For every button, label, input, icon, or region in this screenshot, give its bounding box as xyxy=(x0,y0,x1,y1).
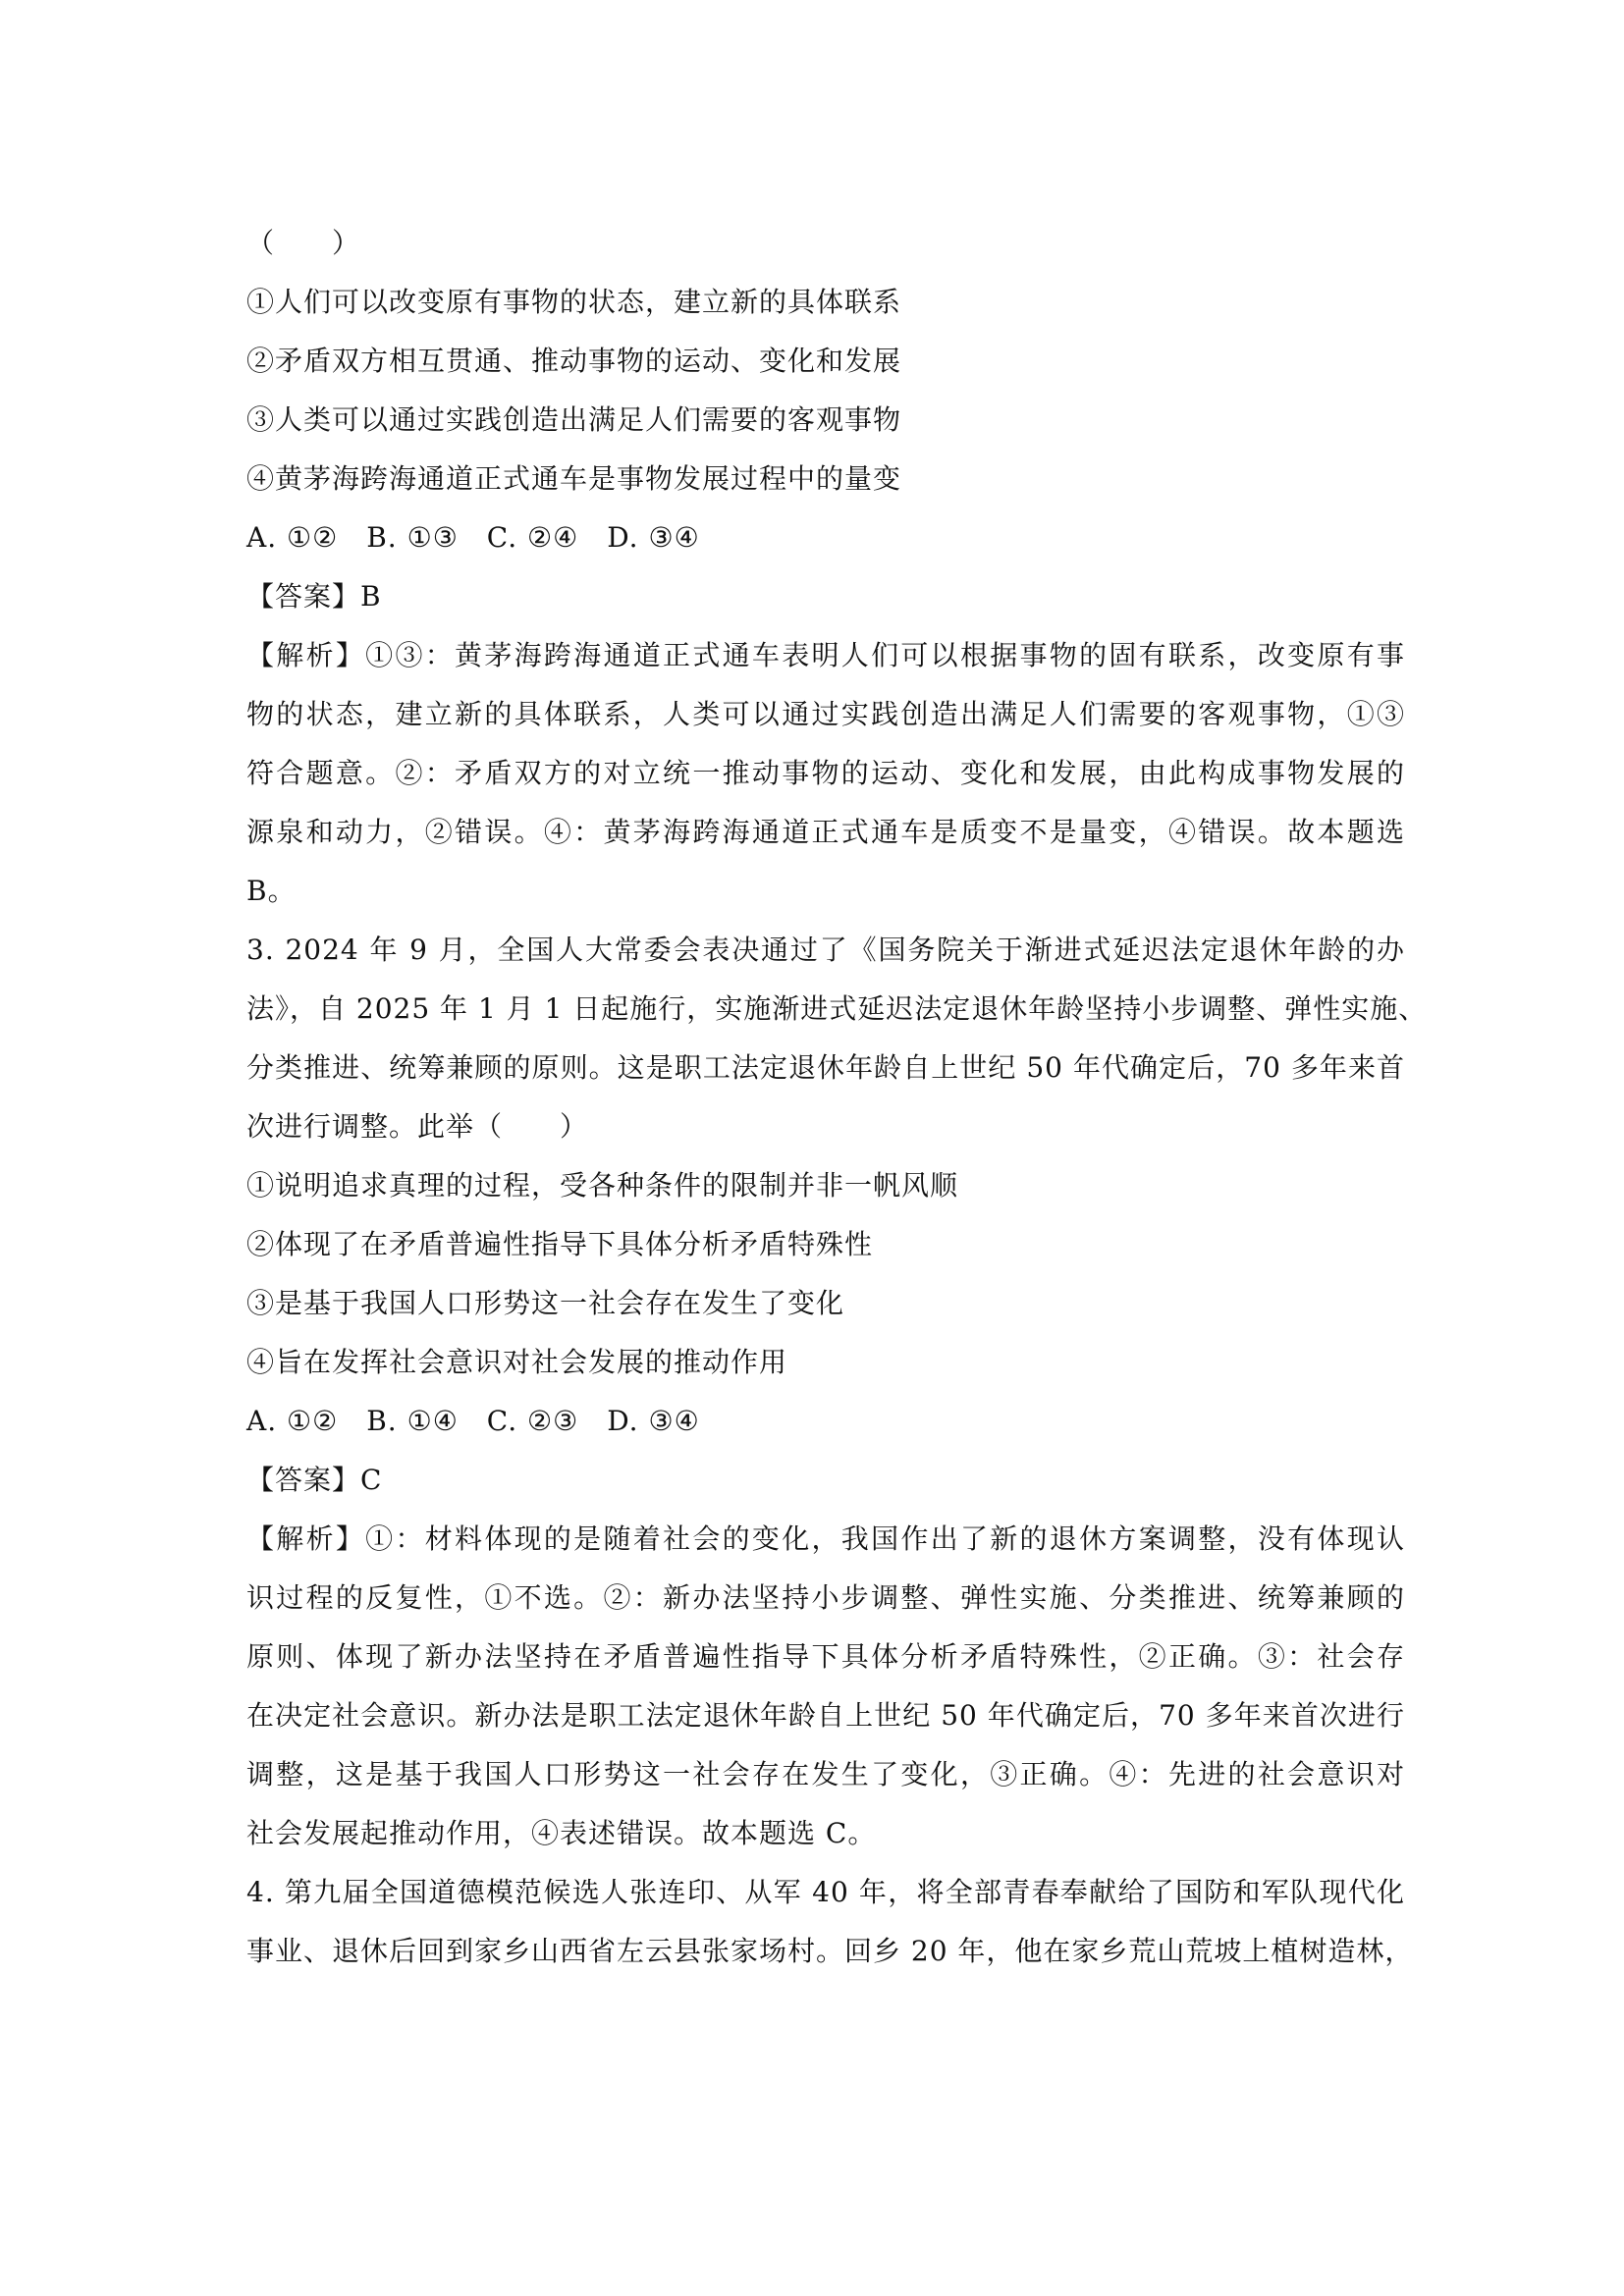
q3-analysis xyxy=(246,1510,1405,1863)
q2-analysis xyxy=(246,626,1405,921)
q2-option-4: ④黄茅海跨海通道正式通车是事物发展过程中的量变 xyxy=(246,462,902,495)
q3-analysis-line: 调整，这是基于我国人口形势这一社会存在发生了变化，③正确。④：先进的社会意识对 xyxy=(246,1758,1405,1790)
q3-stem-line: 3. 2024 年 9 月，全国人大常委会表决通过了《国务院关于渐进式延迟法定退休年龄的办 xyxy=(246,934,1405,966)
q2-choices: A. ①② B. ①③ C. ②④ D. ③④ xyxy=(246,521,700,554)
q2-analysis-line: 源泉和动力，②错误。④：黄茅海跨海通道正式通车是质变不是量变，④错误。故本题选 xyxy=(246,816,1405,848)
q4-stem-line: 4. 第九届全国道德模范候选人张连印、从军 40 年，将全部青春奉献给了国防和军队现代化 xyxy=(246,1876,1405,1908)
q3-choices: A. ①② B. ①④ C. ②③ D. ③④ xyxy=(246,1405,700,1437)
q3-option-2: ②体现了在矛盾普遍性指导下具体分析矛盾特殊性 xyxy=(246,1228,874,1260)
q2-analysis-line: B。 xyxy=(246,875,297,907)
q2-analysis-line: 物的状态，建立新的具体联系，人类可以通过实践创造出满足人们需要的客观事物，①③ xyxy=(246,698,1405,730)
q3-option-1: ①说明追求真理的过程，受各种条件的限制并非一帆风顺 xyxy=(246,1169,959,1201)
q3-stem-line: 法》，自 2025 年 1 月 1 日起施行，实施渐进式延迟法定退休年龄坚持小步调整、弹性实施、 xyxy=(246,992,1428,1025)
q3-stem xyxy=(246,921,1428,1156)
q2-option-1: ①人们可以改变原有事物的状态，建立新的具体联系 xyxy=(246,286,902,318)
q3-option-4: ④旨在发挥社会意识对社会发展的推动作用 xyxy=(246,1346,788,1378)
q3-analysis-line: 社会发展起推动作用，④表述错误。故本题选 C。 xyxy=(246,1817,877,1849)
q3-option-3: ③是基于我国人口形势这一社会存在发生了变化 xyxy=(246,1287,845,1319)
q2-option-3: ③人类可以通过实践创造出满足人们需要的客观事物 xyxy=(246,403,902,436)
q3-analysis-line: 在决定社会意识。新办法是职工法定退休年龄自上世纪 50 年代确定后，70 多年来首次进行 xyxy=(246,1699,1405,1732)
q3-analysis-line: 【解析】①：材料体现的是随着社会的变化，我国作出了新的退休方案调整，没有体现认 xyxy=(246,1522,1405,1555)
q2-analysis-line: 【解析】①③：黄茅海跨海通道正式通车表明人们可以根据事物的固有联系，改变原有事 xyxy=(246,639,1405,671)
q2-option-2: ②矛盾双方相互贯通、推动事物的运动、变化和发展 xyxy=(246,345,902,377)
q3-answer: 【答案】C xyxy=(246,1464,383,1496)
q2-analysis-line: 符合题意。②：矛盾双方的对立统一推动事物的运动、变化和发展，由此构成事物发展的 xyxy=(246,757,1405,789)
document-page xyxy=(246,214,1428,1981)
q3-analysis-line: 识过程的反复性，①不选。②：新办法坚持小步调整、弹性实施、分类推进、统筹兼顾的 xyxy=(246,1581,1405,1614)
q2-blank: （ ） xyxy=(246,227,361,259)
q4-stem-line: 事业、退休后回到家乡山西省左云县张家场村。回乡 20 年，他在家乡荒山荒坡上植树造林， xyxy=(246,1935,1414,1967)
q3-analysis-line: 原则、体现了新办法坚持在矛盾普遍性指导下具体分析矛盾特殊性，②正确。③：社会存 xyxy=(246,1640,1405,1673)
q3-stem-line: 次进行调整。此举（ ） xyxy=(246,1110,589,1143)
q2-answer: 【答案】B xyxy=(246,580,382,613)
q3-stem-line: 分类推进、统筹兼顾的原则。这是职工法定退休年龄自上世纪 50 年代确定后，70 多年来首 xyxy=(246,1051,1405,1084)
q4-stem xyxy=(246,1863,1414,1981)
